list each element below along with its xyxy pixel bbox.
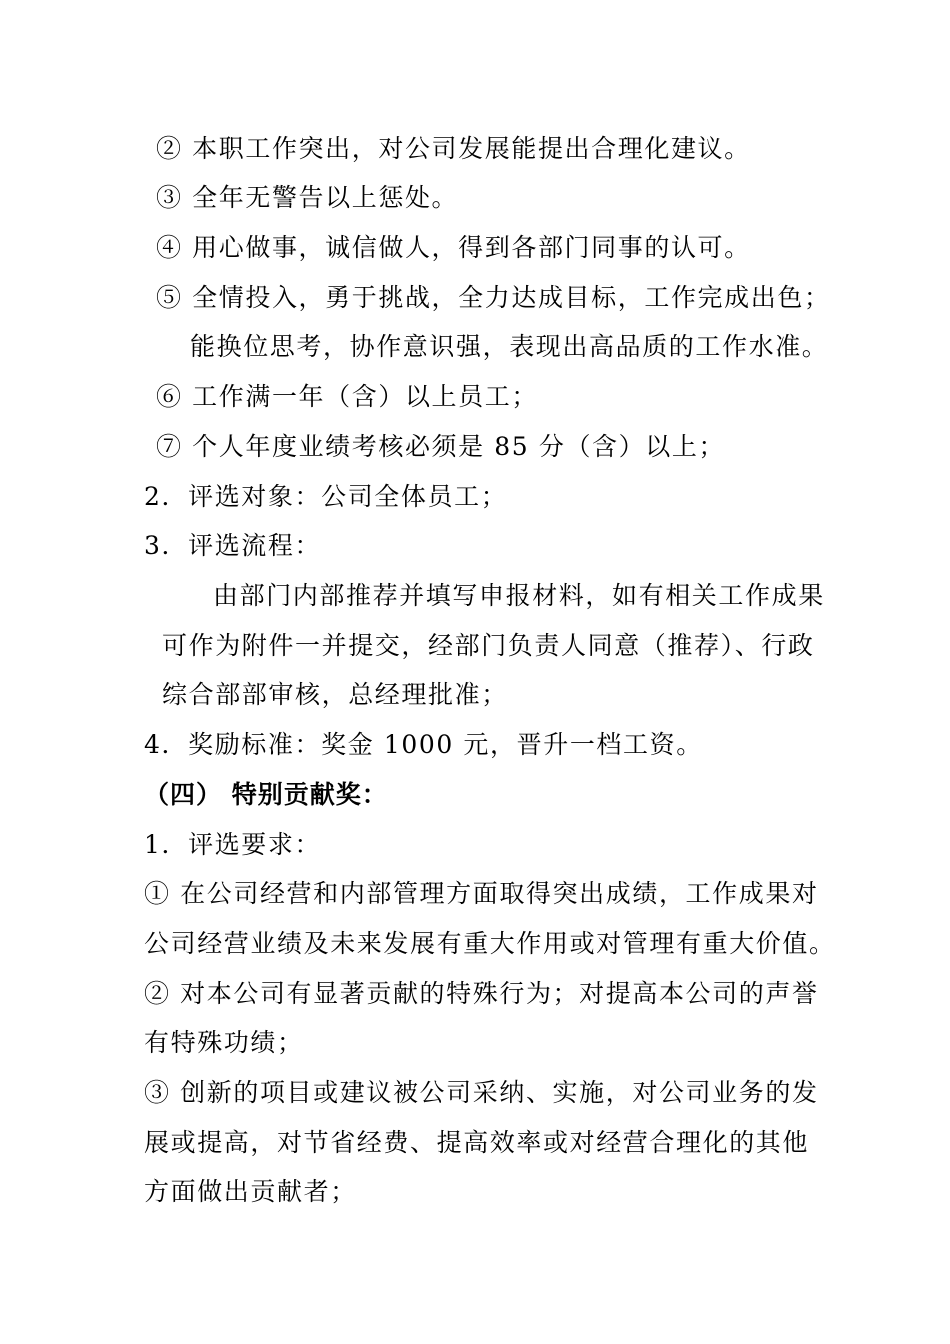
criterion-7: ⑦ 个人年度业绩考核必须是 85 分（含）以上； xyxy=(156,432,726,461)
criterion-6: ⑥ 工作满一年（含）以上员工； xyxy=(156,382,538,411)
criterion-5: ⑤ 全情投入，勇于挑战，全力达成目标，工作完成出色； xyxy=(156,283,831,312)
requirement-3: ③ 创新的项目或建议被公司采纳、实施，对公司业务的发 xyxy=(144,1078,819,1107)
requirement-2: ② 对本公司有显著贡献的特殊行为；对提高本公司的声誉 xyxy=(144,979,819,1008)
criterion-2: ② 本职工作突出，对公司发展能提出合理化建议。 xyxy=(156,134,751,163)
requirement-1-continued: 公司经营业绩及未来发展有重大作用或对管理有重大价值。 xyxy=(144,929,836,958)
selection-process-text-2: 可作为附件一并提交，经部门负责人同意（推荐）、行政 xyxy=(162,631,815,660)
criterion-3: ③ 全年无警告以上惩处。 xyxy=(156,183,459,212)
requirement-2-continued: 有特殊功绩； xyxy=(144,1028,304,1057)
requirement-3-continued-1: 展或提高，对节省经费、提高效率或对经营合理化的其他 xyxy=(144,1128,810,1157)
selection-process-heading: 3．评选流程： xyxy=(144,531,322,560)
selection-process-text-1: 由部门内部推荐并填写申报材料，如有相关工作成果 xyxy=(213,581,825,610)
criterion-5-continued: 能换位思考，协作意识强，表现出高品质的工作水准。 xyxy=(190,332,829,361)
requirements-heading: 1．评选要求： xyxy=(144,830,322,859)
criterion-4: ④ 用心做事，诚信做人，得到各部门同事的认可。 xyxy=(156,233,751,262)
selection-process-text-3: 综合部部审核，总经理批准； xyxy=(162,680,508,709)
requirement-3-continued-2: 方面做出贡献者； xyxy=(144,1177,357,1206)
reward-standard: 4．奖励标准：奖金 1000 元，晋升一档工资。 xyxy=(144,730,703,759)
selection-target: 2．评选对象：公司全体员工； xyxy=(144,482,508,511)
requirement-1: ① 在公司经营和内部管理方面取得突出成绩，工作成果对 xyxy=(144,879,819,908)
section-heading-special-contribution: （四） 特别贡献奖： xyxy=(144,780,388,809)
